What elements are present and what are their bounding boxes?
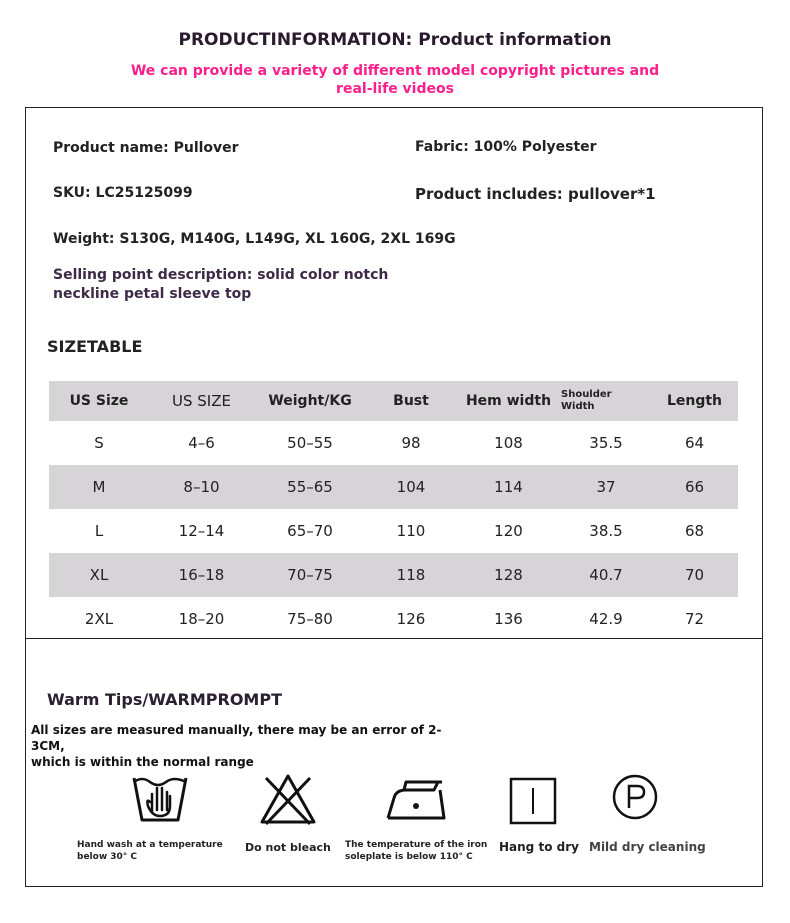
cell: 75–80 — [287, 610, 333, 628]
cell: 50–55 — [287, 434, 333, 452]
cell: 40.7 — [589, 566, 623, 584]
cell: 114 — [494, 478, 523, 496]
hand-wash-label — [77, 839, 223, 863]
fabric: Fabric: 100% Polyester — [415, 139, 597, 155]
no-bleach-label: Do not bleach — [245, 841, 331, 854]
size-table-title: SIZETABLE — [47, 337, 143, 356]
warm-tips-title: Warm Tips/WARMPROMPT — [47, 690, 282, 709]
cell: 72 — [684, 610, 705, 628]
weight-info: Weight: S130G, M140G, L149G, XL 160G, 2XL 169G — [53, 231, 456, 247]
header-hem-width: Hem width — [465, 393, 552, 409]
dry-clean-icon — [570, 772, 700, 822]
header-shoulder: Shoulder — [561, 389, 612, 400]
iron-label — [345, 839, 487, 863]
table-row — [49, 597, 738, 641]
header-shoulder-width — [561, 381, 651, 421]
cell: 42.9 — [589, 610, 623, 628]
table-row — [49, 421, 738, 465]
iron-label-line-1: The temperature of the iron — [345, 840, 488, 850]
iron-label-line-2: soleplate is below 110° C — [345, 852, 473, 862]
cell: 66 — [684, 478, 705, 496]
cell: 108 — [494, 434, 523, 452]
cell: 118 — [396, 566, 426, 584]
cell: 70 — [684, 566, 705, 584]
cell: 120 — [494, 522, 523, 540]
warm-tips-note-line-1: All sizes are measured manually, there may be an error of 2-3CM, — [31, 723, 442, 753]
table-header-row — [49, 381, 738, 421]
header-bust: Bust — [393, 393, 429, 409]
cell: 70–75 — [287, 566, 333, 584]
cell: 12–14 — [178, 522, 225, 540]
warm-tips-note-line-2: which is within the normal range — [31, 755, 254, 769]
header-weight: Weight/KG — [268, 393, 352, 409]
header-length: Length — [666, 393, 723, 409]
cell: 35.5 — [589, 434, 623, 452]
cell: 38.5 — [589, 522, 623, 540]
dry-clean-label: Mild dry cleaning — [589, 840, 706, 854]
table-row — [49, 465, 738, 509]
hand-wash-icon — [95, 772, 225, 828]
cell: 110 — [396, 522, 426, 540]
cell: M — [92, 478, 106, 496]
header-width: Width — [561, 401, 595, 412]
header-us-size: US Size — [69, 393, 129, 409]
header-us-size-range: US SIZE — [172, 392, 231, 410]
cell: 8–10 — [183, 478, 220, 496]
cell: 104 — [396, 478, 426, 496]
cell: 126 — [396, 610, 426, 628]
cell: 128 — [494, 566, 523, 584]
selling-point — [53, 266, 413, 304]
sku: SKU: LC25125099 — [53, 185, 193, 201]
cell: 136 — [494, 610, 523, 628]
product-name: Product name: Pullover — [53, 140, 239, 156]
page-title: PRODUCTINFORMATION: Product information — [178, 30, 612, 50]
hand-wash-label-line-2: below 30° C — [77, 852, 138, 862]
cell: 2XL — [84, 610, 114, 628]
cell: S — [94, 434, 104, 452]
cell: 98 — [401, 434, 421, 452]
cell: 68 — [684, 522, 705, 540]
iron-icon — [351, 772, 481, 828]
cell: 4–6 — [188, 434, 215, 452]
table-row — [49, 553, 738, 597]
subtitle-line-1: We can provide a variety of different model copyright pictures and — [130, 63, 660, 79]
cell: 37 — [596, 478, 616, 496]
cell: XL — [89, 566, 109, 584]
cell: 55–65 — [287, 478, 333, 496]
warm-tips-note — [31, 722, 471, 770]
no-bleach-icon — [223, 772, 353, 828]
subtitle-line-2: real-life videos — [336, 81, 454, 97]
cell: 18–20 — [178, 610, 225, 628]
selling-point-line-2: neckline petal sleeve top — [53, 286, 252, 302]
cell: 16–18 — [178, 566, 225, 584]
cell: 65–70 — [287, 522, 333, 540]
hang-dry-label: Hang to dry — [499, 840, 579, 854]
table-row — [49, 509, 738, 553]
product-includes: Product includes: pullover*1 — [415, 185, 656, 203]
cell: 64 — [684, 434, 705, 452]
page-subtitle — [0, 62, 790, 98]
size-table — [49, 381, 738, 641]
selling-point-line-1: Selling point description: solid color notch — [53, 267, 389, 283]
cell: L — [94, 522, 104, 540]
hand-wash-label-line-1: Hand wash at a temperature — [77, 840, 223, 850]
